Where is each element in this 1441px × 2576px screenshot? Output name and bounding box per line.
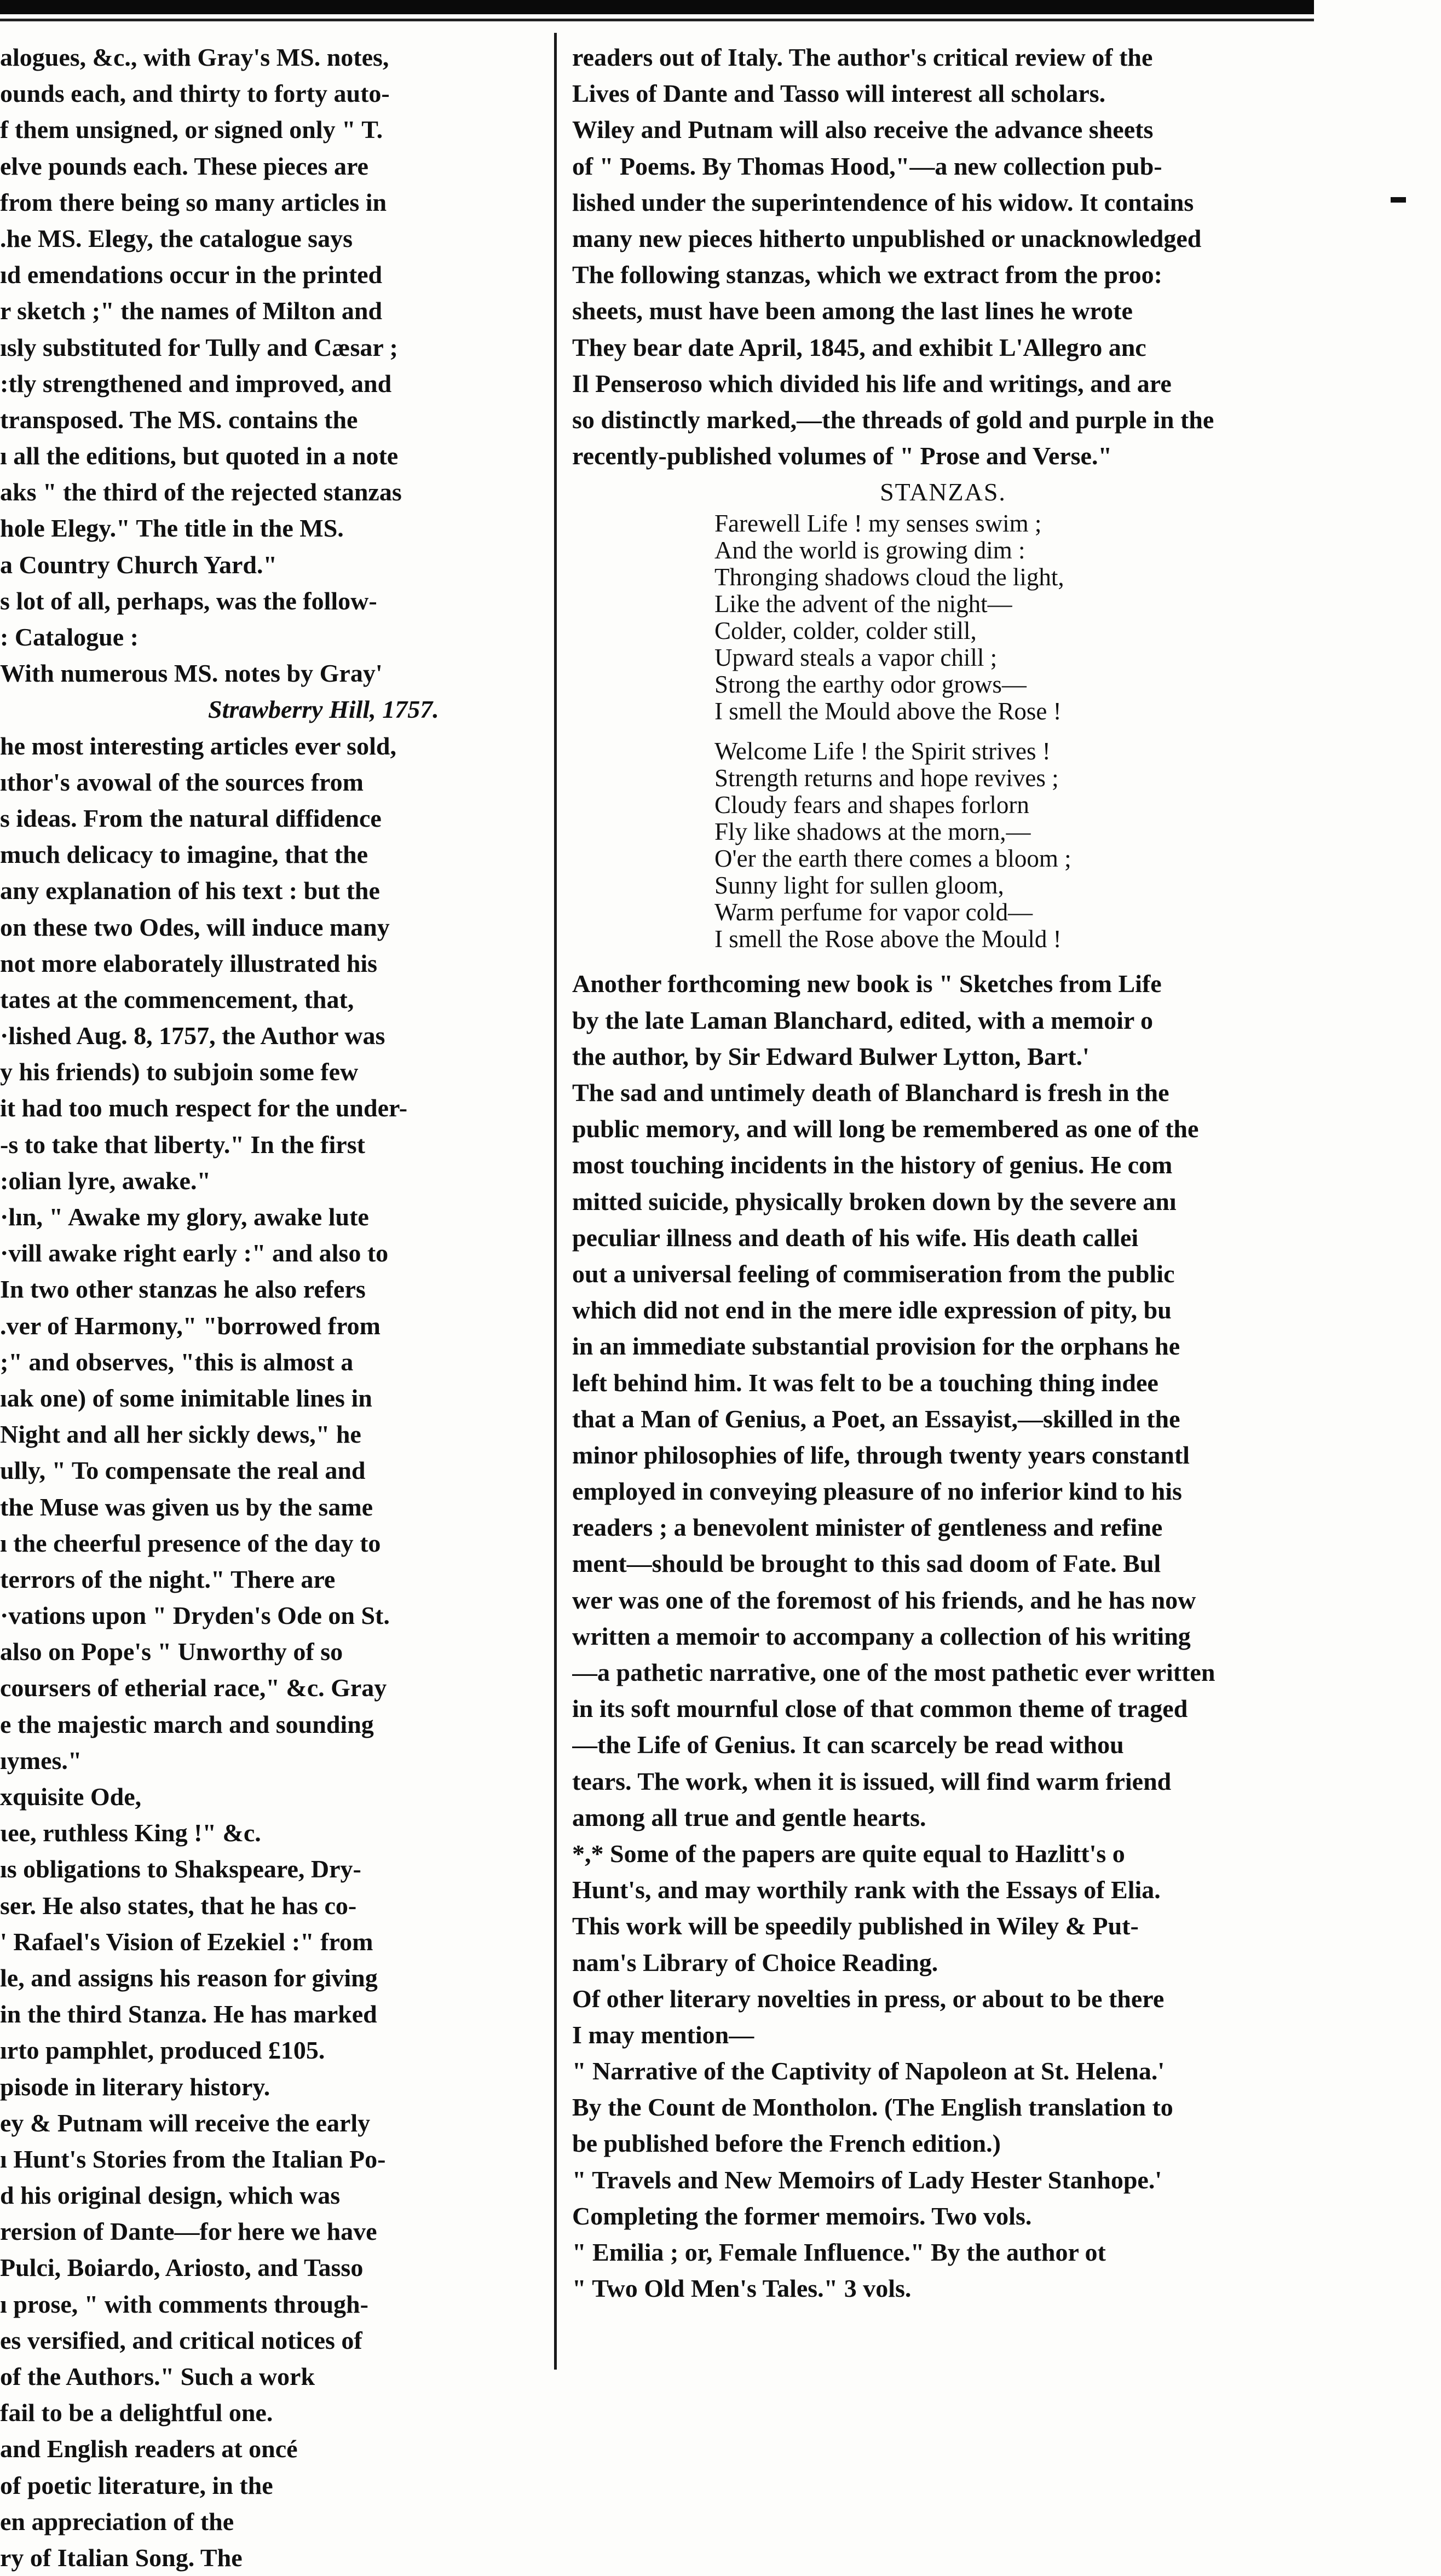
text-line: s ideas. From the natural diffidence [0, 804, 382, 832]
text-line: Night and all her sickly dews," he [0, 1420, 361, 1449]
poem-line: Strength returns and hope revives ; [714, 764, 1059, 792]
text-line: ment—should be brought to this sad doom of Fate. Bul [572, 1549, 1161, 1578]
poem-line: Colder, colder, colder still, [714, 617, 977, 645]
text-line: many new pieces hitherto unpublished or unacknowledged [572, 224, 1202, 252]
text-line: wer was one of the foremost of his friends, and he has now [572, 1586, 1196, 1614]
text-line: by the late Laman Blanchard, edited, with a memoir o [572, 1006, 1153, 1034]
text-line: it had too much respect for the under- [0, 1094, 408, 1122]
margin-mark [1391, 197, 1406, 203]
text-line: :tly strengthened and improved, and [0, 369, 392, 397]
text-line: pisode in literary history. [0, 2072, 270, 2101]
text-line: ı Hunt's Stories from the Italian Po- [0, 2145, 386, 2173]
text-line: so distinctly marked,—the threads of gold and purple in the [572, 405, 1214, 434]
poem-line: Upward steals a vapor chill ; [714, 644, 998, 672]
text-line: on these two Odes, will induce many [0, 913, 390, 941]
text-line: ıd emendations occur in the printed [0, 261, 383, 289]
text-line: of " Poems. By Thomas Hood,"—a new collection pub- [572, 152, 1162, 180]
text-line: .ver of Harmony," "borrowed from [0, 1311, 381, 1340]
text-line: terrors of the night." There are [0, 1565, 336, 1593]
text-line: peculiar illness and death of his wife. His death callei [572, 1223, 1139, 1252]
text-line: transposed. The MS. contains the [0, 405, 358, 434]
text-line: es versified, and critical notices of [0, 2326, 362, 2354]
text-line: mitted suicide, physically broken down by the severe anı [572, 1187, 1177, 1215]
text-line: the Muse was given us by the same [0, 1492, 373, 1521]
text-line: ıymes." [0, 1746, 82, 1774]
text-line: " Emilia ; or, Female Influence." By the author ot [572, 2238, 1106, 2266]
text-line: Strawberry Hill, 1757. [208, 695, 439, 724]
text-line: among all true and gentle hearts. [572, 1803, 926, 1831]
text-line: recently-published volumes of " Prose and Verse." [572, 442, 1113, 470]
text-line: from there being so many articles in [0, 188, 387, 216]
text-line: —a pathetic narrative, one of the most pathetic ever written [572, 1658, 1215, 1686]
text-line: sheets, must have been among the last lines he wrote [572, 297, 1133, 325]
text-line: ısly substituted for Tully and Cæsar ; [0, 333, 398, 361]
text-line: -s to take that liberty." In the first [0, 1130, 365, 1159]
text-line: ·vill awake right early :" and also to [0, 1239, 389, 1267]
text-line: d his original design, which was [0, 2181, 341, 2210]
text-line: employed in conveying pleasure of no inferior kind to his [572, 1477, 1182, 1506]
poem-line: And the world is growing dim : [714, 537, 1025, 564]
text-line: " Two Old Men's Tales." 3 vols. [572, 2274, 912, 2303]
poem-line: Strong the earthy odor grows— [714, 671, 1027, 699]
text-line: ully, " To compensate the real and [0, 1456, 366, 1485]
right-column [572, 39, 1314, 2307]
top-rule-thin [0, 19, 1314, 21]
text-line: s lot of all, perhaps, was the follow- [0, 586, 377, 615]
text-line: ;" and observes, "this is almost a [0, 1347, 354, 1376]
text-line: tears. The work, when it is issued, will find warm friend [572, 1767, 1172, 1795]
text-line: much delicacy to imagine, that the [0, 840, 368, 869]
poem-line: Sunny light for sullen gloom, [714, 872, 1004, 900]
text-line: the author, by Sir Edward Bulwer Lytton, Bart.' [572, 1042, 1090, 1070]
text-line: By the Count de Montholon. (The English translation to [572, 2093, 1173, 2122]
text-line: e the majestic march and sounding [0, 1710, 374, 1738]
right-column-bottom-text [572, 966, 1314, 2307]
text-line: which did not end in the mere idle expression of pity, bu [572, 1296, 1172, 1324]
poem-stanza-1 [572, 510, 1314, 725]
text-line: Pulci, Boiardo, Ariosto, and Tasso [0, 2254, 364, 2282]
text-line: ry of Italian Song. The [0, 2543, 243, 2572]
text-line: that a Man of Genius, a Poet, an Essayist,—skilled in the [572, 1404, 1180, 1433]
text-line: written a memoir to accompany a collection of his writing [572, 1622, 1191, 1650]
left-column [0, 39, 520, 2576]
top-rule [0, 0, 1314, 14]
text-line: They bear date April, 1845, and exhibit L'Allegro anc [572, 333, 1146, 361]
text-line: Of other literary novelties in press, or about to be there [572, 1984, 1165, 2013]
text-line: .he MS. Elegy, the catalogue says [0, 224, 353, 252]
text-line: —the Life of Genius. It can scarcely be read withou [572, 1731, 1124, 1759]
poem-line: O'er the earth there comes a bloom ; [714, 845, 1071, 873]
text-line: le, and assigns his reason for giving [0, 1963, 378, 1992]
text-line: y his friends) to subjoin some few [0, 1058, 359, 1086]
text-line: ey & Putnam will receive the early [0, 2108, 371, 2137]
text-line: ser. He also states, that he has co- [0, 1891, 357, 1920]
text-line: coursers of etherial race," &c. Gray [0, 1674, 387, 1702]
text-line: ounds each, and thirty to forty auto- [0, 79, 390, 108]
text-line: rersion of Dante—for here we have [0, 2217, 377, 2246]
text-line: ıs obligations to Shakspeare, Dry- [0, 1855, 361, 1883]
text-line: in the third Stanza. He has marked [0, 2000, 377, 2028]
text-line: Hunt's, and may worthily rank with the Essays of Elia. [572, 1876, 1161, 1904]
text-line: f them unsigned, or signed only " T. [0, 116, 383, 144]
text-line: public memory, and will long be remembered as one of the [572, 1115, 1199, 1143]
text-line: Il Penseroso which divided his life and writings, and are [572, 369, 1172, 397]
text-line: Wiley and Putnam will also receive the advance sheets [572, 116, 1154, 144]
text-line: ıthor's avowal of the sources from [0, 768, 364, 796]
text-line: en appreciation of the [0, 2507, 234, 2535]
text-line: nam's Library of Choice Reading. [572, 1948, 938, 1976]
text-line: hole Elegy." The title in the MS. [0, 514, 344, 543]
poem-line: I smell the Rose above the Mould ! [714, 925, 1062, 953]
text-line: *,* Some of the papers are quite equal to Hazlitt's o [572, 1839, 1125, 1868]
text-line: xquisite Ode, [0, 1783, 142, 1811]
text-line: minor philosophies of life, through twenty years constantl [572, 1440, 1190, 1469]
text-line: he most interesting articles ever sold, [0, 731, 396, 760]
text-line: " Narrative of the Captivity of Napoleon at St. Helena.' [572, 2057, 1165, 2085]
text-line: out a universal feeling of commiseration from the public [572, 1259, 1175, 1288]
text-line: not more elaborately illustrated his [0, 949, 378, 977]
column-rule [554, 33, 557, 2370]
text-line: r sketch ;" the names of Milton and [0, 297, 383, 325]
poem-line: Like the advent of the night— [714, 590, 1012, 618]
text-line: ırto pamphlet, produced £105. [0, 2036, 325, 2065]
text-line: of the Authors." Such a work [0, 2362, 315, 2390]
text-line: be published before the French edition.) [572, 2129, 1001, 2158]
text-line: : Catalogue : [0, 623, 139, 651]
text-line: In two other stanzas he also refers [0, 1275, 366, 1304]
text-line: also on Pope's " Unworthy of so [0, 1638, 343, 1666]
text-line: any explanation of his text : but the [0, 877, 380, 905]
text-line: Another forthcoming new book is " Sketches from Life [572, 970, 1162, 998]
text-line: most touching incidents in the history of genius. He com [572, 1151, 1173, 1179]
poem-line: I smell the Mould above the Rose ! [714, 698, 1062, 725]
text-line: ı prose, " with comments through- [0, 2290, 368, 2318]
poem-line: Fly like shadows at the morn,— [714, 818, 1031, 846]
text-line: ı all the editions, but quoted in a note [0, 442, 399, 470]
text-line: readers out of Italy. The author's critical review of the [572, 43, 1153, 71]
text-line: ıak one) of some inimitable lines in [0, 1384, 372, 1412]
poem-line: Cloudy fears and shapes forlorn [714, 791, 1029, 819]
right-column-top-text [572, 39, 1314, 474]
text-line: ιee, ruthless King !" &c. [0, 1819, 261, 1847]
text-line: and English readers at oncé [0, 2435, 298, 2463]
text-line: With numerous MS. notes by Gray' [0, 659, 383, 688]
poem-line: Welcome Life ! the Spirit strives ! [714, 737, 1051, 765]
poem-line: Warm perfume for vapor cold— [714, 898, 1033, 926]
text-line: lished under the superintendence of his widow. It contains [572, 188, 1194, 216]
text-line: The following stanzas, which we extract from the proo: [572, 261, 1162, 289]
text-line: tates at the commencement, that, [0, 985, 354, 1013]
text-line: ·lın, " Awake my glory, awake lute [0, 1203, 369, 1231]
text-line: fail to be a delightful one. [0, 2399, 273, 2427]
text-line: alogues, &c., with Gray's MS. notes, [0, 43, 389, 71]
poem-title: STANZAS. [880, 478, 1006, 506]
text-line: in its soft mournful close of that common theme of traged [572, 1695, 1188, 1723]
text-line: in an immediate substantial provision for the orphans he [572, 1332, 1180, 1361]
text-line: of poetic literature, in the [0, 2471, 273, 2499]
text-line: Lives of Dante and Tasso will interest all scholars. [572, 79, 1106, 108]
text-line: " Travels and New Memoirs of Lady Hester Stanhope.' [572, 2165, 1162, 2194]
text-line: ı the cheerful presence of the day to [0, 1529, 381, 1557]
text-line: The sad and untimely death of Blanchard is fresh in the [572, 1079, 1169, 1107]
text-line: ' Rafael's Vision of Ezekiel :" from [0, 1927, 373, 1956]
text-line: ·lished Aug. 8, 1757, the Author was [0, 1022, 385, 1050]
text-line: elve pounds each. These pieces are [0, 152, 368, 180]
text-line: :olian lyre, awake." [0, 1166, 211, 1195]
text-line: I may mention— [572, 2020, 754, 2049]
poem-line: Thronging shadows cloud the light, [714, 563, 1064, 591]
text-line: a Country Church Yard." [0, 550, 278, 579]
text-line: This work will be speedily published in Wiley & Put- [572, 1912, 1139, 1940]
poem-line: Farewell Life ! my senses swim ; [714, 510, 1042, 538]
poem-stanza-2 [572, 738, 1314, 953]
text-line: aks " the third of the rejected stanzas [0, 478, 402, 506]
text-line: ·vations upon " Dryden's Ode on St. [0, 1601, 390, 1630]
text-line: left behind him. It was felt to be a touching thing indee [572, 1368, 1158, 1397]
text-line: Completing the former memoirs. Two vols. [572, 2202, 1032, 2230]
text-line: readers ; a benevolent minister of gentleness and refine [572, 1513, 1163, 1542]
